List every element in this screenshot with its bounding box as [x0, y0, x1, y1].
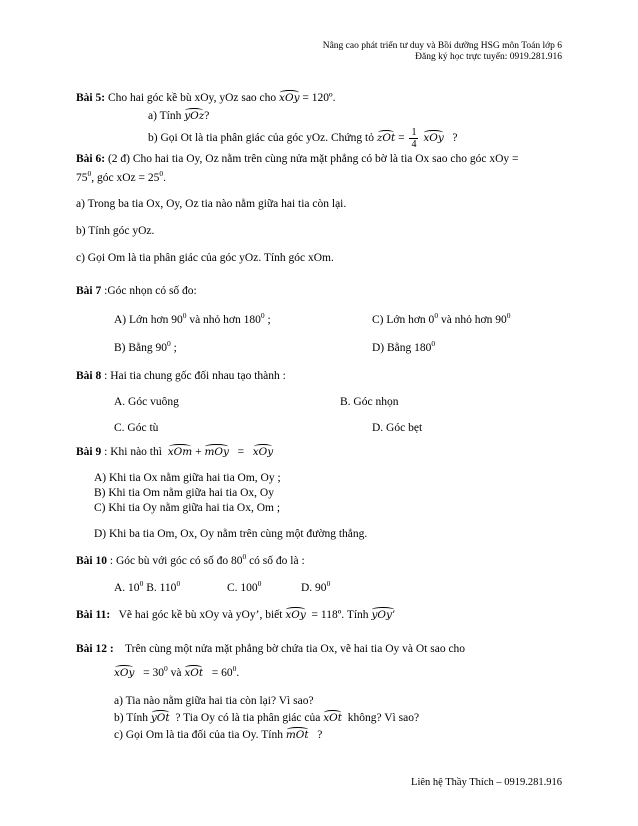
bai10-option-c: C. 100 [227, 582, 258, 594]
bai8-option-c: C. Góc tù [114, 422, 159, 434]
bai5-part-b [148, 127, 458, 150]
bai7-a1: A) Lớn hơn 90 [114, 314, 183, 326]
bai12-b-angle: yOt [150, 712, 170, 724]
bai12-c-end: ? [317, 729, 323, 741]
deg-sup: 0 [232, 664, 237, 673]
bai10-option-d: D. 90 [301, 582, 327, 594]
bai5-b-q: ? [452, 132, 458, 145]
header-line-1: Nâng cao phát triển tư duy và Bồi dưỡng HSG môn Toán lớp 6 [322, 41, 562, 51]
bai8-statement [76, 369, 286, 383]
bai12-givens [114, 666, 239, 680]
deg-sup: 0 [159, 169, 164, 178]
bai6-part-c: c) Gọi Om là tia phân giác của góc yOz. Tính góc xOm. [76, 252, 334, 264]
deg-sup: 0 [176, 579, 181, 588]
bai12-text: Trên cùng một nửa mặt phẳng bờ chứa tia Ox, vẽ hai tia Oy và Ot sao cho [125, 643, 466, 655]
bai9-option-b: B) Khi tia Om nằm giữa hai tia Ox, Oy [94, 487, 274, 499]
bai7-option-b [114, 341, 177, 355]
bai8-label: Bài 8 [76, 370, 102, 382]
deg-sup: 0 [167, 339, 171, 348]
bai5-angle: xOy [279, 92, 300, 104]
bai10-text2: có số đo là : [246, 555, 305, 567]
bai9-text: : Khi nào thì [104, 446, 162, 458]
deg-sup: 0 [260, 311, 265, 320]
bai5-part-a [148, 109, 209, 123]
bai7-a3: ; [264, 314, 271, 326]
bai9-option-c: C) Khi tia Oy nằm giữa hai tia Ox, Om ; [94, 502, 281, 514]
bai5-text: Cho hai góc kề bù xOy, yOz sao cho [107, 92, 277, 104]
bai5-a-angle: yOz [184, 110, 205, 122]
bai10-option-d-wrap [301, 581, 330, 595]
bai6-label: Bài 6: [76, 153, 106, 165]
bai7-d1: D) Bằng 180 [372, 342, 432, 354]
bai12-b-angle2: xOt [323, 712, 342, 724]
bai5-b-angle1: zOt [376, 132, 396, 145]
bai7-c2: và nhỏ hơn 90 [438, 314, 507, 326]
bai11-value: = 118º. Tính [311, 609, 369, 621]
header-line-2: Đăng ký học trực tuyến: 0919.281.916 [415, 52, 562, 62]
bai10-statement [76, 554, 305, 568]
bai12-and: và [167, 667, 182, 679]
bai10-label: Bài 10 [76, 555, 107, 567]
bai11-label: Bài 11: [76, 609, 111, 621]
bai6-l2c: . [163, 172, 166, 184]
bai12-b-end: không? Vì sao? [347, 712, 420, 724]
bai5-fraction [409, 127, 418, 150]
bai10-option-c-wrap [227, 581, 261, 595]
bai12-angle2: xOt [184, 667, 204, 679]
deg-sup: 0 [257, 579, 262, 588]
bai10-option-b: B. 110 [143, 582, 177, 594]
bai9-plus: + [195, 446, 202, 458]
bai5-a-prefix: a) Tính [148, 110, 182, 122]
bai11-text: Vẽ hai góc kề bù xOy và yOy’, biết [118, 609, 283, 621]
bai9-option-d: D) Khi ba tia Om, Ox, Oy nằm trên cùng một đường thẳng. [94, 528, 368, 540]
bai6-line2 [76, 171, 166, 185]
bai7-statement [76, 284, 197, 298]
bai12-angle1: xOy [114, 667, 135, 679]
bai6-line1 [76, 152, 519, 166]
bai8-option-b: B. Góc nhọn [340, 396, 399, 408]
bai12-v2: = 60 [211, 667, 233, 679]
bai5-label: Bài 5: [76, 92, 106, 104]
deg-sup: 0 [139, 579, 144, 588]
deg-sup: 0 [87, 169, 92, 178]
deg-sup: 0 [434, 311, 439, 320]
bai6-l2b: , góc xOz = 25 [91, 172, 160, 184]
bai12-b-pre: b) Tính [114, 712, 148, 724]
bai10-options [114, 581, 180, 595]
bai12-part-a: a) Tia nào nằm giữa hai tia còn lại? Vì sao? [114, 695, 314, 707]
bai7-option-d [372, 341, 435, 355]
bai5-a-suffix: ? [204, 110, 210, 122]
bai12-c-pre: c) Gọi Om là tia đối của tia Oy. Tính [114, 729, 283, 741]
bai7-option-c [372, 313, 511, 327]
bai5-b-angle2: xOy [423, 132, 444, 145]
bai11-angle2: yOy’ [371, 609, 396, 621]
bai6-part-b: b) Tính góc yOz. [76, 225, 155, 237]
bai7-label: Bài 7 [76, 285, 102, 297]
deg-sup: 0 [242, 552, 247, 561]
bai7-b2: ; [170, 342, 177, 354]
footer-contact: Liên hệ Thầy Thích – 0919.281.916 [411, 777, 562, 788]
bai7-text: :Góc nhọn có số đo: [104, 285, 197, 297]
bai12-c-angle: mOt [285, 729, 309, 741]
bai12-part-c [114, 728, 322, 742]
bai5-fraction-num: 1 [411, 127, 417, 138]
bai8-option-a: A. Góc vuông [114, 396, 179, 408]
deg-sup: 0 [182, 311, 187, 320]
bai6-l2a: 75 [76, 172, 88, 184]
bai12-dot: . [236, 667, 240, 679]
bai9-angle3: xOy [252, 446, 274, 458]
bai12-v1: = 30 [143, 667, 164, 679]
bai5-b-eq: = [398, 132, 405, 145]
bai11-angle: xOy [285, 609, 306, 621]
bai5-fraction-den: 4 [411, 139, 417, 150]
bai9-label: Bài 9 [76, 446, 102, 458]
bai9-angle1: xOm [167, 446, 193, 458]
bai10-text1: : Góc bù với góc có số đo 80 [109, 555, 243, 567]
bai7-a2: và nhỏ hơn 180 [186, 314, 261, 326]
bai7-c1: C) Lớn hơn 0 [372, 314, 435, 326]
bai9-statement [76, 445, 273, 459]
bai5-value: = 120º. [302, 92, 336, 104]
deg-sup: 0 [163, 664, 168, 673]
bai9-eq: = [237, 446, 245, 458]
bai12-statement [76, 642, 465, 656]
bai11-statement [76, 608, 395, 622]
bai10-option-a: A. 10 [114, 582, 140, 594]
bai7-option-a [114, 313, 271, 327]
bai12-label: Bài 12 : [76, 643, 114, 655]
deg-sup: 0 [326, 579, 331, 588]
bai9-option-a: A) Khi tia Ox nằm giữa hai tia Om, Oy ; [94, 472, 281, 484]
bai6-text: (2 đ) Cho hai tia Oy, Oz nằm trên cùng nửa mặt phẳng có bờ là tia Ox sao cho góc xOy = [107, 153, 519, 165]
bai7-b1: B) Bằng 90 [114, 342, 168, 354]
deg-sup: 0 [506, 311, 511, 320]
deg-sup: 0 [431, 339, 436, 348]
bai5-b-text: b) Gọi Ot là tia phân giác của góc yOz. Chứng tỏ [148, 132, 374, 145]
bai9-angle2: mOy [204, 446, 229, 458]
bai8-text: : Hai tia chung gốc đối nhau tạo thành : [104, 370, 286, 382]
bai6-part-a: a) Trong ba tia Ox, Oy, Oz tia nào nằm giữa hai tia còn lại. [76, 198, 347, 210]
bai5-statement [76, 91, 335, 105]
bai12-part-b [114, 711, 419, 725]
bai12-b-mid: ? Tia Oy có là tia phân giác của [175, 712, 321, 724]
bai8-option-d: D. Góc bẹt [372, 422, 423, 434]
